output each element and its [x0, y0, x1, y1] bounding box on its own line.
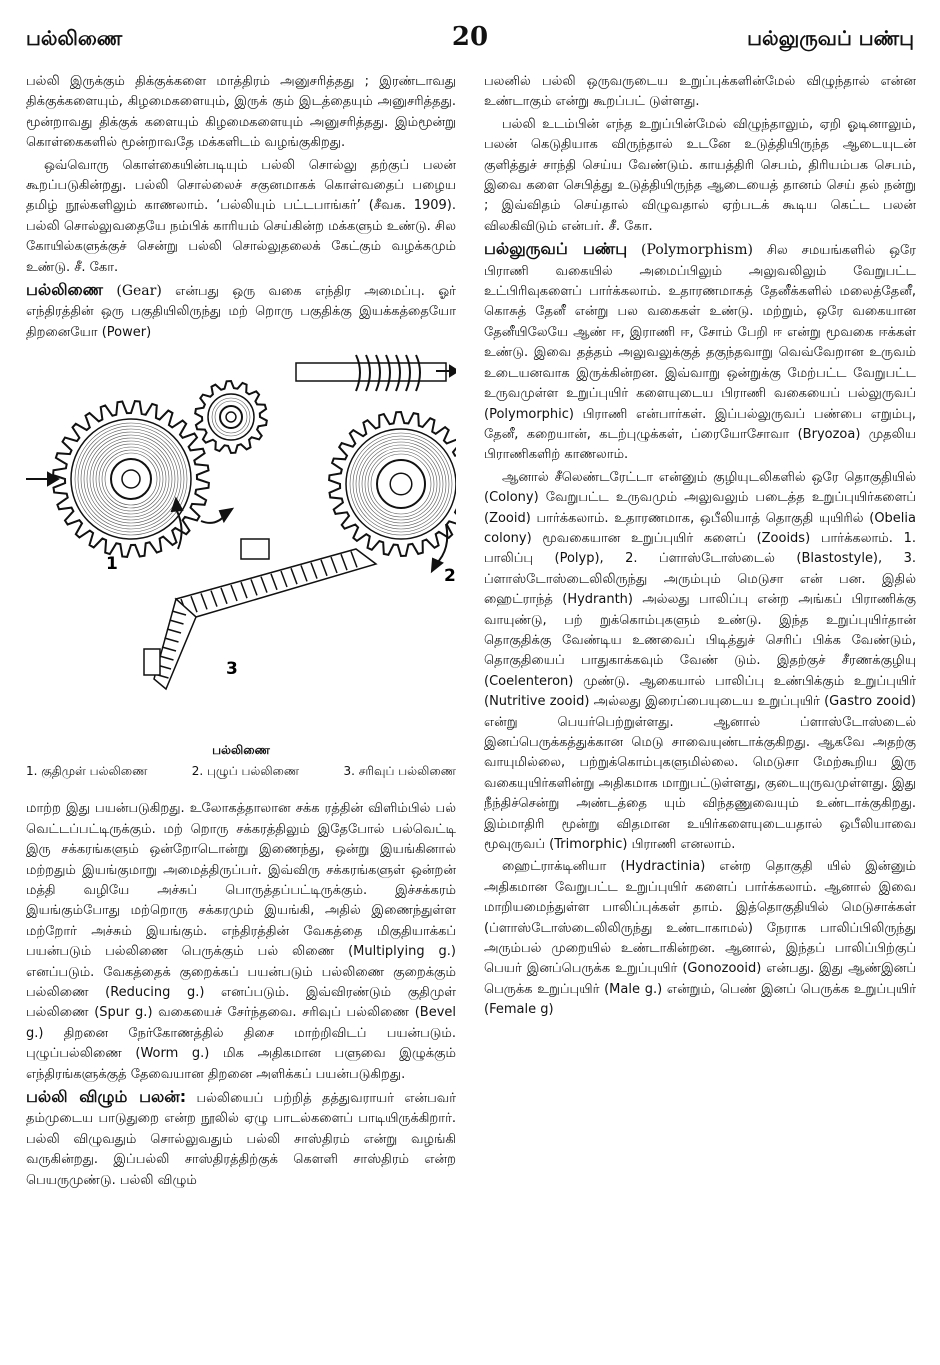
running-head-right: பல்லுருவப் பண்பு: [747, 26, 914, 50]
gear-illustration: [26, 349, 456, 739]
entry-latin-term: (Polymorphism): [641, 242, 753, 259]
running-head-left: பல்லிணை: [26, 26, 123, 50]
paragraph: ஹைட்ராக்டினியா (Hydractinia) என்ற தொகுதி யில் இன்னும் அதிகமான வேறுபட்ட உறுப்புயிர் களைப் பார்க்கலாம். ஆனால் இவை மாறியமைந்துள்ள பாலிப்புக்கள் தாம். இத்தொகுதியில் மெடுசாக்கள் (ப்ளாஸ்டோஸ்டைலிலிருந்து உண்டாகாமல்) நேராக பாலிப்பிலிருந்து அரும்பல் முறையில் உண்டாகின்றன. ஆனால், இந்தப் பாலிப்பிற்குப் பெயர் இனப்பெருக்க உறுப்புயிர் (Gonozooid) என்பது. இது ஆண்இனப் பெருக்க உறுப்புயிர் (Male g.) என்றும், பெண் இனப் பெருக்க உறுப்புயிர் (Female g): [484, 859, 916, 1018]
entry-text: என்பது ஒரு வகை எந்திர அமைப்பு. ஓர் எந்திரத்தின் ஒரு பகுதியிலிருந்து மற் றொரு பகுதிக்கு இயக்கத்தையோ திறனையோ (Power): [26, 284, 456, 340]
paragraph: மாற்ற இது பயன்படுகிறது. உலோகத்தாலான சக்க ரத்தின் விளிம்பில் பல் வெட்டப்பட்டிருக்கும். மற் றொரு சக்கரத்திலும் இதேபோல் பல்வெட்டி இரு சக்கரங்களும் ஒன்றோடொன்று இணைந்து, ஒன்று இயங்கினால் மற்றதும் இயங்குமாறு அமைத்திருப்பர். இவ்விரு சக்கரங்களுள் ஒன்றன் மத்தி வழியே அச்சுப் பொருத்தப்பட்டிருக்கும். இச்சக்கரம் இயங்கும்போது மற்றொரு சக்கரமும் இயங்கி, அதில் இணைந்துள்ள மற்றோர் அச்சும் இயங்கும். எந்திரத்தின் வேகத்தை மிகுதியாக்கப் பயன்படும் பல்லிணை பெருக்கும் பல் லிணை (Multiplying g.) எனப்படும். வேகத்தைக் குறைக்கப் பயன்படும் பல்லிணை குறைக்கும் பல்லிணை (Reducing g.) எனப்படும். இவ்விரண்டும் குதிமுள் பல்லிணை (Spur g.) வகையைச் சேர்ந்தவை. சரிவுப் பல்லிணை (Bevel g.) திறனை நேர்கோணத்தில் திசை மாற்றிவிடப் பயன்படும். புழுப்பல்லிணை (Worm g.) மிக அதிகமான பளுவை இழுக்கும் எந்திரங்களுக்குத் தேவையான திறனை அளிக்கப் பயன்படுகிறது.: [26, 801, 456, 1082]
page-header: [26, 22, 914, 56]
spur-gear-small: [195, 381, 267, 453]
worm-gear: [296, 355, 456, 556]
paragraph: பல்லி இருக்கும் திக்குக்களை மாத்திரம் அனுசரித்தது ; இரண்டாவது திக்குக்களையும், கிழமைகளையும், இருக் கும் இடத்தையும் அனுசரித்தது. மூன்றாவது திக்குக் களையும் கிழமைகளையும் அனுசரித்தது. இம்மூன்று கொள்கைகளில் மூன்றாவதே மக்களிடம் வழங்குகிறது.: [26, 74, 456, 151]
paragraph-text: ஒவ்வொரு கொள்கையின்படியும் பல்லி சொல்லு தற்குப் பலன் கூறப்படுகின்றது. பல்லி சொல்லைச் சகுனமாகக் கொள்வதைப் பழைய தமிழ் நூல்களிலும் காணலாம். ‘பல்லியும் பட்டபாங்கர்’ (சீவக. 1909). பல்லி சொல்லுவதையே நம்பிக் காரியம் செய்கின்ற மக்களும் உண்டு. சில கோயில்களுக்குச் சென்று பல்லி சொல்லுதலைக் கேட்கும் வழக்கமும் உண்டு.: [26, 157, 456, 275]
figure-label-1: 1: [106, 554, 118, 575]
entry-headword: பல்லி விழும் பலன்:: [26, 1086, 187, 1106]
entry-headword: பல்லிணை: [26, 280, 103, 300]
entry-text: பல்லியைப் பற்றித் தத்துவராயர் என்பவர் தம்முடைய பாடுதுறை என்ற நூலில் ஏழு பாடல்களைப் பாடியிருக்கிறார். பல்லி விழுவதும் சொல்லுவதும் பல்லி சாஸ்திரம் என்று வழங்கி வருகின்றது. இப்பல்லி சாஸ்திரத்திற்குக் கௌளி சாஸ்திரம் என்ற பெயருமுண்டு. பல்லி விழும்: [26, 1090, 456, 1188]
left-column: [26, 72, 456, 1351]
entry-polymorphism: [484, 239, 916, 465]
entry-lizard-fall: [26, 1087, 456, 1191]
paragraph: [26, 156, 456, 278]
figure-title: பல்லிணை: [212, 743, 270, 758]
gear-drawing: [26, 349, 456, 739]
paragraph: பலனில் பல்லி ஒருவருடைய உறுப்புக்களின்மேல் விழுந்தால் என்ன உண்டாகும் என்று கூறப்பட் டுள்ளது.: [484, 74, 916, 110]
paragraph-text: பல்லி உடம்பின் எந்த உறுப்பின்மேல் விழுந்தாலும், ஏறி ஓடினாலும், பலன் கெடுதியாக விருந்தால் உடனே உடுத்தியிருந்த ஆடையுடன் குளித்துச் சாந்தி செய்ய வேண்டும். காயத்திரி செபம், திரியம்பக செபம், இவை களை செபித்து உடுத்தியிருந்த ஆடையைத் தானம் செய் தல் நன்று ; இவ்விதம் செய்தால் விழுவதால் ஏற்படக் கூடிய கெட்ட பலன் விலகிவிடும் என்பர்.: [484, 116, 916, 234]
bevel-gear: [144, 539, 376, 689]
entry-latin-term: (Gear): [116, 283, 162, 300]
figure-label-2: 2: [444, 566, 456, 587]
caption-worm-gear: 2. புழுப் பல்லிணை: [191, 764, 300, 779]
paragraph: [484, 115, 916, 237]
caption-bevel-gear: 3. சரிவுப் பல்லிணை: [343, 764, 456, 779]
caption-spur-gear: 1. குதிமுள் பல்லிணை: [26, 764, 148, 779]
page-number: 20: [451, 22, 489, 52]
entry-gear: [26, 280, 456, 343]
paragraph: ஆனால் சீலெண்டரேட்டா என்னும் குழியுடலிகளில் ஒரே தொகுதியில் (Colony) வேறுபட்ட உருவமும் அலுவலும் படைத்த உறுப்புயிர்களைப் (Zooid) பார்க்கலாம். உதாரணமாக, ஒபீலியாத் தொகுதி யுயிரில் (Obelia colony) மூவகையான உறுப்புயிர் களைப் (Zooids) பார்க்கலாம். 1. பாலிப்பு (Polyp), 2. ப்ளாஸ்டோஸ்டைல் (Blastostyle), 3. ப்ளாஸ்டோஸ்டைலிலிருந்து அரும்பும் மெடுசா என் பன. இதில் ஹைட்ராந்த் (Hydranth) அல்லது பாலிப்பு என்ற அங்கப் பிராணிக்கு வாயுண்டு, பற் றுக்கொம்புகளும் உண்டு. இந்த உறுப்புயிர்தான் தொகுதிக்கு வேண்டிய உணவைப் பிடித்துச் செரிப் பிக்க வேண்டும், தொகுதியைப் பாதுகாக்கவும் வேண் டும். இதற்குச் சீரணக்குழியு (Coelenteron) முண்டு. ஆகையால் பாலிப்பு உண்பிக்கும் உறுப்புயிர் (Nutritive zooid) அல்லது இரைப்பையுடைய உறுப்புயிர் (Gastro zooid) என்று பெயர்பெற்றுள்ளது. ஆனால் ப்ளாஸ்டோஸ்டைல் இனப்பெருக்கத்துக்கான மெடு சாவையுண்டாக்குகிறது. ஆகவே அதற்கு வாயுமில்லை, பற்றுக்கொம்புகளுமில்லை. மெடுசா மேற்கூறிய இரு வகையுயிர்களின்று அதிகமாக மாறுபட்டுள்ளது, குடையுருவமுள்ளது. இது நீந்திச்சென்று அண்டத்தை யும் விந்தணுவையும் உண்டாக்குகிறது. இம்மாதிரி மூன்று விதமான உயிர்களையுடையதால் ஒபீலியாவை மூவுருவப் (Trimorphic) பிராணி எனலாம்.: [484, 469, 916, 853]
spur-gear-large: [53, 401, 209, 557]
entry-text: சில சமயங்களில் ஒரே பிராணி வகையில் அமைப்பிலும் அலுவலிலும் வேறுபட்ட உட்பிரிவுகளைப் பார்க்கலாம். உதாரணமாகத் தேனீக்களில் மலைத்தேனீ, கொசுத் தேனீ என்று பல வகைகள் உண்டு. மற்றும், ஒரே வகையான தேனீயிலேயே ஆண் ஈ, இராணி ஈ, சோம் பேறி ஈ என்று மூவகை ஈக்கள் உண்டு. இவை தத்தம் அலுவலுக்குத் தகுந்தவாறு வெவ்வேறான உருவம் உடையனவாக இருக்கின்றன. இவ்வாறு ஒன்றுக்கு மேற்பட்ட வேறுபட்ட உருவமுள்ள உறுப்புயிர் களையுடைய பிராணி வகையைப் பல்லுருவப் (Polymorphic) பிராணி என்பார்கள். இப்பல்லுருவப் பண்பை எறும்பு, தேனீ, கறையான், கடற்புழுக்கள், ப்ரையோசோவா (Bryozoa) முதலிய பிராணிகளிற் காணலாம்.: [484, 243, 916, 463]
figure-caption: [26, 763, 456, 779]
author-signature: சீ. கோ.: [608, 218, 653, 234]
entry-headword: பல்லுருவப் பண்பு: [484, 239, 628, 259]
author-signature: சீ. கோ.: [74, 259, 119, 275]
right-column: [484, 72, 916, 1351]
figure-label-3: 3: [226, 659, 238, 680]
